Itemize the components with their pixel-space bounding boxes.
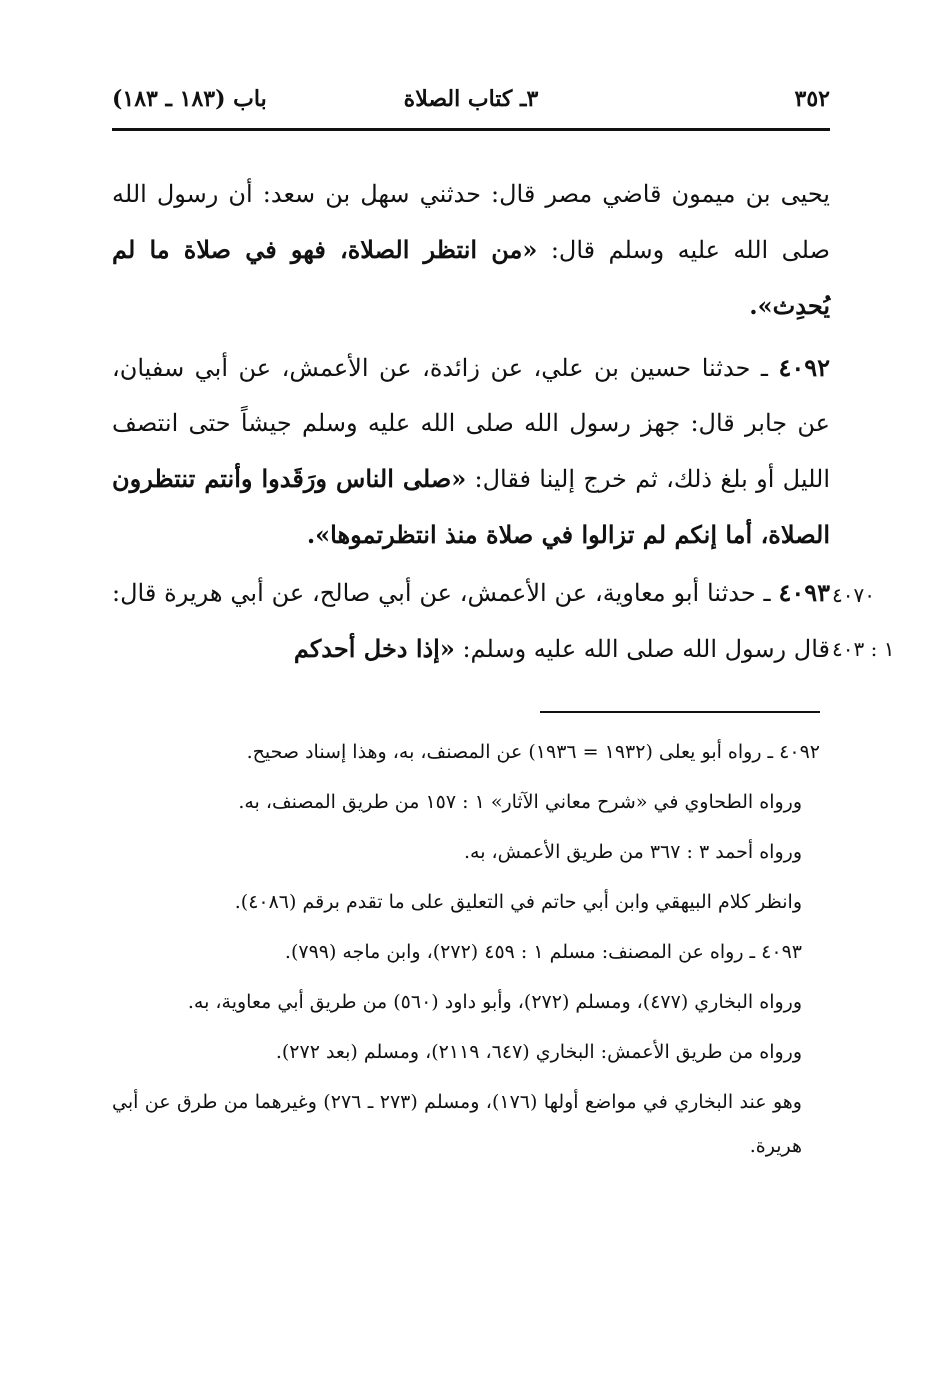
footnote-item: ورواه الطحاوي في «شرح معاني الآثار» ١ : ١٥٧ من طريق المصنف، به.	[238, 791, 802, 813]
footnotes	[112, 730, 820, 1174]
book-title: ٣ـ كتاب الصلاة	[403, 86, 539, 112]
page-number: ٣٥٢	[794, 86, 830, 112]
hadith-text: «صلى الناس ورَقَدوا وأنتم تنتظرون الصلاة، أما إنكم لم تزالوا في صلاة منذ انتظرتموها».	[112, 464, 830, 549]
footnote-item: ورواه البخاري (٤٧٧)، ومسلم (٢٧٢)، وأبو داود (٥٦٠) من طريق أبي معاوية، به.	[187, 991, 802, 1013]
narration-text: يحيى بن ميمون قاضي مصر قال: حدثني سهل بن سعد: أن رسول الله صلى الله عليه وسلم قال:	[112, 180, 830, 264]
header-divider	[112, 128, 830, 131]
page-header	[112, 86, 830, 120]
footnote-item: ورواه من طريق الأعمش: البخاري (٦٤٧، ٢١١٩)، ومسلم (بعد ٢٧٢).	[275, 1041, 802, 1063]
footnote-divider	[540, 711, 820, 713]
hadith-number: ٤٠٩٢	[778, 353, 830, 382]
margin-reference: ٤٠٧٠	[832, 583, 875, 607]
hadith-number: ٤٠٩٣	[778, 578, 830, 607]
footnote-item: ٤٠٩٣ ـ رواه عن المصنف: مسلم ١ : ٤٥٩ (٢٧٢)، وابن ماجه (٧٩٩).	[284, 941, 802, 963]
narration-text: ـ حدثنا حسين بن علي، عن زائدة، عن الأعمش، عن أبي سفيان، عن جابر قال: جهز رسول الله صلى الله عليه وسلم جيشاً حتى انتصف الليل أو بلغ ذلك، ثم خرج إلينا فقال:	[112, 354, 830, 493]
narration-text: ـ حدثنا أبو معاوية، عن الأعمش، عن أبي صالح، عن أبي هريرة قال: قال رسول الله صلى الله عليه وسلم:	[112, 579, 830, 663]
hadith-4092	[112, 340, 830, 563]
footnote-item: وانظر كلام البيهقي وابن أبي حاتم في التعليق على ما تقدم برقم (٤٠٨٦).	[234, 891, 802, 913]
hadith-text: «من انتظر الصلاة، فهو في صلاة ما لم يُحدِث».	[112, 235, 830, 320]
footnote-item: ٤٠٩٢ ـ رواه أبو يعلى (١٩٣٢ = ١٩٣٦) عن المصنف، به، وهذا إسناد صحيح.	[246, 741, 820, 763]
margin-reference: ١ : ٤٠٣	[832, 637, 895, 661]
hadith-4093	[112, 565, 830, 677]
footnote-item: وهو عند البخاري في مواضع أولها (١٧٦)، ومسلم (٢٧٣ ـ ٢٧٦) وغيرهما من طرق عن أبي هريرة.	[112, 1091, 802, 1157]
paragraph-continuation	[112, 167, 830, 334]
hadith-text: «إذا دخل أحدكم	[293, 634, 455, 663]
chapter-label: باب (١٨٣ ـ ١٨٣)	[112, 86, 267, 112]
footnote-item: ورواه أحمد ٣ : ٣٦٧ من طريق الأعمش، به.	[464, 841, 802, 863]
